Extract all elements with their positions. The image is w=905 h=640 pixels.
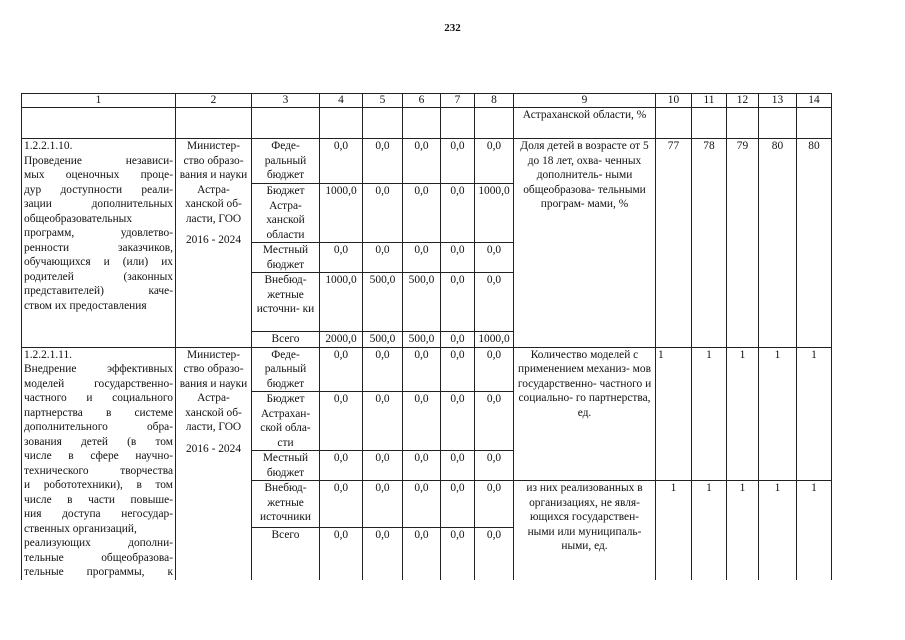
value-cell: 1000,0 (320, 184, 363, 243)
value-cell: 2000,0 (320, 332, 363, 348)
value-cell: 0,0 (320, 139, 363, 184)
source-cell: Всего (252, 528, 320, 580)
value-cell: 0,0 (403, 347, 441, 392)
value-cell: 500,0 (363, 273, 403, 332)
value-cell: 500,0 (403, 332, 441, 348)
source-cell: Всего (252, 332, 320, 348)
measure-code: 1.2.2.1.10. (24, 140, 73, 152)
target-cell: 1 (656, 481, 692, 580)
value-cell: 0,0 (363, 481, 403, 528)
value-cell: 0,0 (475, 392, 514, 451)
value-cell: 0,0 (363, 392, 403, 451)
header-row (22, 94, 832, 108)
header-cell: 6 (403, 94, 441, 108)
value-cell: 0,0 (441, 451, 475, 481)
value-cell: 0,0 (475, 273, 514, 332)
value-cell: 1000,0 (475, 184, 514, 243)
value-cell: 0,0 (403, 139, 441, 184)
value-cell: 0,0 (320, 528, 363, 580)
header-cell: 2 (176, 94, 252, 108)
value-cell: 1000,0 (475, 332, 514, 348)
target-cell: 1 (759, 347, 797, 481)
value-cell: 0,0 (475, 481, 514, 528)
value-cell: 0,0 (403, 243, 441, 273)
table-row (22, 347, 832, 392)
target-cell: 77 (656, 139, 692, 348)
value-cell: 0,0 (320, 481, 363, 528)
value-cell: 0,0 (403, 392, 441, 451)
value-cell: 0,0 (475, 139, 514, 184)
value-cell: 0,0 (363, 139, 403, 184)
target-cell: 1 (797, 347, 832, 481)
value-cell: 0,0 (441, 243, 475, 273)
target-cell: 1 (656, 347, 692, 481)
source-cell: Внебюд- жетные источни- ки (252, 273, 320, 332)
target-cell: 1 (727, 347, 759, 481)
value-cell: 1000,0 (320, 273, 363, 332)
value-cell: 0,0 (475, 451, 514, 481)
target-cell: 1 (727, 481, 759, 580)
value-cell: 0,0 (441, 347, 475, 392)
target-cell: 1 (759, 481, 797, 580)
header-cell: 4 (320, 94, 363, 108)
period: 2016 - 2024 (185, 442, 242, 455)
value-cell: 0,0 (363, 347, 403, 392)
value-cell: 0,0 (403, 184, 441, 243)
target-cell: 1 (692, 347, 727, 481)
page-number: 232 (444, 22, 461, 34)
header-cell: 14 (797, 94, 832, 108)
program-table (21, 93, 832, 580)
table-row (22, 139, 832, 184)
value-cell: 0,0 (441, 139, 475, 184)
executor-cell (176, 347, 252, 580)
executor: Министер- ство образо- вания и науки Астра- ханской об- ласти, ГОО (179, 348, 248, 433)
value-cell: 0,0 (441, 528, 475, 580)
value-cell: 0,0 (441, 392, 475, 451)
executor: Министер- ство образо- вания и науки Астра- ханской об- ласти, ГОО (179, 140, 248, 225)
target-cell: 79 (727, 139, 759, 348)
measure-code: 1.2.2.1.11. (24, 348, 72, 361)
measure-name-cell: 1.2.2.1.10. Проведение независи- мых оценочных проце- дур доступности реали- зации дополнительных общеобразовательных программ, удовлетво- ренности заказчиков, обучающихся и (или) их родителей (законных представителей) каче- ством их предоставления (22, 139, 176, 348)
value-cell: 0,0 (320, 392, 363, 451)
target-cell: 1 (797, 481, 832, 580)
indicator-cell: Количество моделей с применением механиз- мов государственно- частного и социально- го партнерства, ед. (514, 347, 656, 481)
period: 2016 - 2024 (185, 234, 242, 246)
target-cell: 80 (797, 139, 832, 348)
source-cell: Местный бюджет (252, 451, 320, 481)
target-cell: 80 (759, 139, 797, 348)
value-cell: 500,0 (363, 332, 403, 348)
value-cell: 0,0 (320, 243, 363, 273)
header-cell: 10 (656, 94, 692, 108)
value-cell: 0,0 (441, 332, 475, 348)
value-cell: 0,0 (363, 184, 403, 243)
source-cell: Внебюд- жетные источники (252, 481, 320, 528)
header-cell: 5 (363, 94, 403, 108)
value-cell: 0,0 (441, 481, 475, 528)
header-cell: 1 (22, 94, 176, 108)
header-cell: 13 (759, 94, 797, 108)
measure-name-cell: 1.2.2.1.11. Внедрение эффективных моделей государственно- частного и социального партнерства в системе дополнительного обра- зования детей (в том числе в сфере научно- технического творчества и робототехники), в том числе в части повыше- ния доступа негосудар- ственных организаций, реализующих дополни- тельные общеобразова- тельные программы, к (22, 347, 176, 580)
indicator-cell: Астраханской области, % (514, 108, 656, 139)
header-cell: 9 (514, 94, 656, 108)
value-cell: 0,0 (403, 451, 441, 481)
source-cell: Местный бюджет (252, 243, 320, 273)
executor-cell (176, 139, 252, 348)
header-cell: 12 (727, 94, 759, 108)
indicator-cell: Доля детей в возрасте от 5 до 18 лет, охва- ченных дополнитель- ными общеобразова- тельными програм- мами, % (514, 139, 656, 348)
source-cell: Феде- ральный бюджет (252, 139, 320, 184)
indicator-cell: из них реализованных в организациях, не явля- ющихся государствен- ными или муниципаль- ными, ед. (514, 481, 656, 580)
value-cell: 0,0 (403, 528, 441, 580)
target-cell: 1 (692, 481, 727, 580)
header-cell: 7 (441, 94, 475, 108)
value-cell: 0,0 (441, 273, 475, 332)
value-cell: 0,0 (363, 528, 403, 580)
source-cell: Бюджет Астра- ханской области (252, 184, 320, 243)
value-cell: 0,0 (475, 243, 514, 273)
header-cell: 11 (692, 94, 727, 108)
value-cell: 0,0 (320, 451, 363, 481)
value-cell: 0,0 (363, 451, 403, 481)
value-cell: 0,0 (475, 347, 514, 392)
carry-over-row (22, 108, 832, 139)
value-cell: 500,0 (403, 273, 441, 332)
target-cell: 78 (692, 139, 727, 348)
value-cell: 0,0 (441, 184, 475, 243)
header-cell: 8 (475, 94, 514, 108)
source-cell: Феде- ральный бюджет (252, 347, 320, 392)
value-cell: 0,0 (475, 528, 514, 580)
value-cell: 0,0 (403, 481, 441, 528)
source-cell: Бюджет Астрахан- ской обла- сти (252, 392, 320, 451)
value-cell: 0,0 (363, 243, 403, 273)
header-cell: 3 (252, 94, 320, 108)
value-cell: 0,0 (320, 347, 363, 392)
